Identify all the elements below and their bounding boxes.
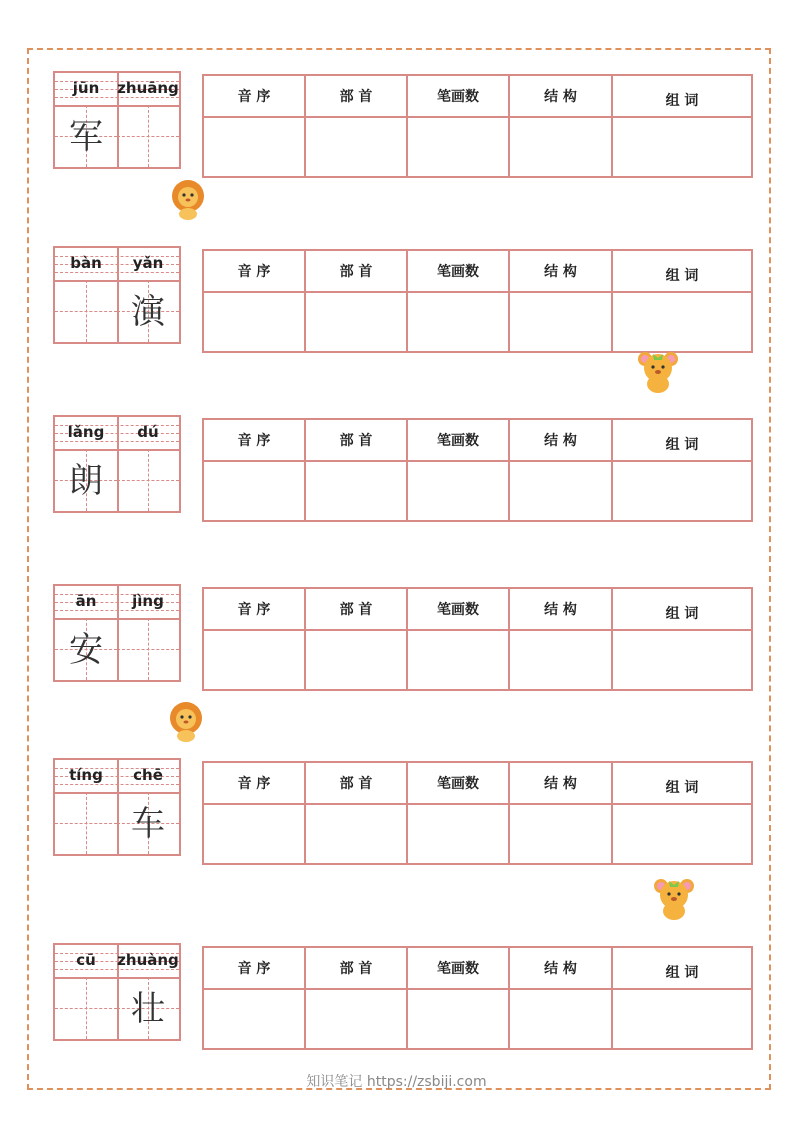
answer-cell-bushou[interactable]	[305, 461, 407, 521]
answer-cell-bihuashu[interactable]	[407, 804, 509, 864]
answer-cell-jiegou[interactable]	[509, 461, 612, 521]
header-yinxu: 音 序	[203, 75, 305, 117]
answer-cell-zuci[interactable]	[612, 461, 752, 521]
answer-cell-bihuashu[interactable]	[407, 989, 509, 1049]
pinyin-1: jūn	[72, 79, 100, 97]
header-zuci: 组 词	[612, 762, 752, 804]
bear-icon	[652, 877, 696, 921]
header-yinxu: 音 序	[203, 250, 305, 292]
header-zuci: 组 词	[612, 419, 752, 461]
answer-cell-bushou[interactable]	[305, 804, 407, 864]
pinyin-2: dú	[137, 423, 159, 441]
header-jiegou: 结 构	[509, 588, 612, 630]
character-row	[53, 415, 751, 513]
header-bihuashu: 笔画数	[407, 419, 509, 461]
tianzige-box	[53, 758, 181, 856]
answer-cell-yinxu[interactable]	[203, 461, 305, 521]
header-jiegou: 结 构	[509, 250, 612, 292]
pinyin-1: cū	[76, 951, 96, 969]
pinyin-2: chē	[133, 766, 163, 784]
header-yinxu: 音 序	[203, 588, 305, 630]
answer-cell-yinxu[interactable]	[203, 292, 305, 352]
pinyin-1: bàn	[70, 254, 102, 272]
character-row	[53, 246, 751, 344]
header-bushou: 部 首	[305, 75, 407, 117]
tianzige-box	[53, 584, 181, 682]
answer-cell-zuci[interactable]	[612, 117, 752, 177]
answer-cell-bihuashu[interactable]	[407, 292, 509, 352]
character-row	[53, 943, 751, 1041]
pinyin-2: yǎn	[132, 254, 164, 272]
answer-cell-jiegou[interactable]	[509, 804, 612, 864]
footer-watermark: 知识笔记 https://zsbiji.com	[306, 1074, 487, 1090]
answer-cell-zuci[interactable]	[612, 804, 752, 864]
pinyin-2: zhuāng	[117, 79, 179, 97]
header-bushou: 部 首	[305, 419, 407, 461]
answer-cell-bihuashu[interactable]	[407, 461, 509, 521]
answer-cell-jiegou[interactable]	[509, 989, 612, 1049]
header-bushou: 部 首	[305, 762, 407, 804]
header-zuci: 组 词	[612, 250, 752, 292]
header-zuci: 组 词	[612, 947, 752, 989]
header-bihuashu: 笔画数	[407, 947, 509, 989]
character-info-table	[202, 587, 753, 691]
answer-cell-bihuashu[interactable]	[407, 117, 509, 177]
answer-cell-yinxu[interactable]	[203, 989, 305, 1049]
header-jiegou: 结 构	[509, 947, 612, 989]
answer-cell-jiegou[interactable]	[509, 292, 612, 352]
character-row	[53, 758, 751, 856]
character-row	[53, 71, 751, 169]
lion-icon	[168, 700, 204, 742]
hanzi-character: 朗	[69, 461, 103, 501]
header-zuci: 组 词	[612, 588, 752, 630]
hanzi-character: 演	[131, 292, 165, 332]
pinyin-1: tíng	[69, 766, 103, 784]
hanzi-character: 安	[69, 630, 103, 670]
answer-cell-yinxu[interactable]	[203, 630, 305, 690]
answer-cell-bihuashu[interactable]	[407, 630, 509, 690]
header-bushou: 部 首	[305, 588, 407, 630]
answer-cell-bushou[interactable]	[305, 630, 407, 690]
answer-cell-jiegou[interactable]	[509, 630, 612, 690]
header-bushou: 部 首	[305, 947, 407, 989]
hanzi-character: 军	[69, 117, 103, 157]
pinyin-1: lǎng	[67, 423, 105, 441]
header-zuci: 组 词	[612, 75, 752, 117]
character-info-table	[202, 946, 753, 1050]
answer-cell-zuci[interactable]	[612, 989, 752, 1049]
answer-cell-zuci[interactable]	[612, 292, 752, 352]
header-bihuashu: 笔画数	[407, 75, 509, 117]
header-jiegou: 结 构	[509, 762, 612, 804]
tianzige-box	[53, 246, 181, 344]
page-border	[27, 48, 771, 1090]
pinyin-1: ān	[75, 592, 97, 610]
tianzige-box	[53, 71, 181, 169]
header-yinxu: 音 序	[203, 762, 305, 804]
answer-cell-jiegou[interactable]	[509, 117, 612, 177]
character-info-table	[202, 761, 753, 865]
answer-cell-yinxu[interactable]	[203, 804, 305, 864]
answer-cell-bushou[interactable]	[305, 117, 407, 177]
header-yinxu: 音 序	[203, 419, 305, 461]
pinyin-2: zhuàng	[117, 951, 179, 969]
header-bushou: 部 首	[305, 250, 407, 292]
answer-cell-yinxu[interactable]	[203, 117, 305, 177]
header-bihuashu: 笔画数	[407, 250, 509, 292]
header-bihuashu: 笔画数	[407, 588, 509, 630]
hanzi-character: 车	[131, 804, 165, 844]
header-bihuashu: 笔画数	[407, 762, 509, 804]
character-info-table	[202, 418, 753, 522]
bear-icon	[636, 350, 680, 394]
character-info-table	[202, 249, 753, 353]
character-row	[53, 584, 751, 682]
answer-cell-bushou[interactable]	[305, 989, 407, 1049]
tianzige-box	[53, 415, 181, 513]
lion-icon	[170, 178, 206, 220]
header-jiegou: 结 构	[509, 419, 612, 461]
header-yinxu: 音 序	[203, 947, 305, 989]
character-info-table	[202, 74, 753, 178]
header-jiegou: 结 构	[509, 75, 612, 117]
tianzige-box	[53, 943, 181, 1041]
hanzi-character: 壮	[131, 989, 165, 1029]
pinyin-2: jìng	[132, 592, 164, 610]
answer-cell-bushou[interactable]	[305, 292, 407, 352]
answer-cell-zuci[interactable]	[612, 630, 752, 690]
